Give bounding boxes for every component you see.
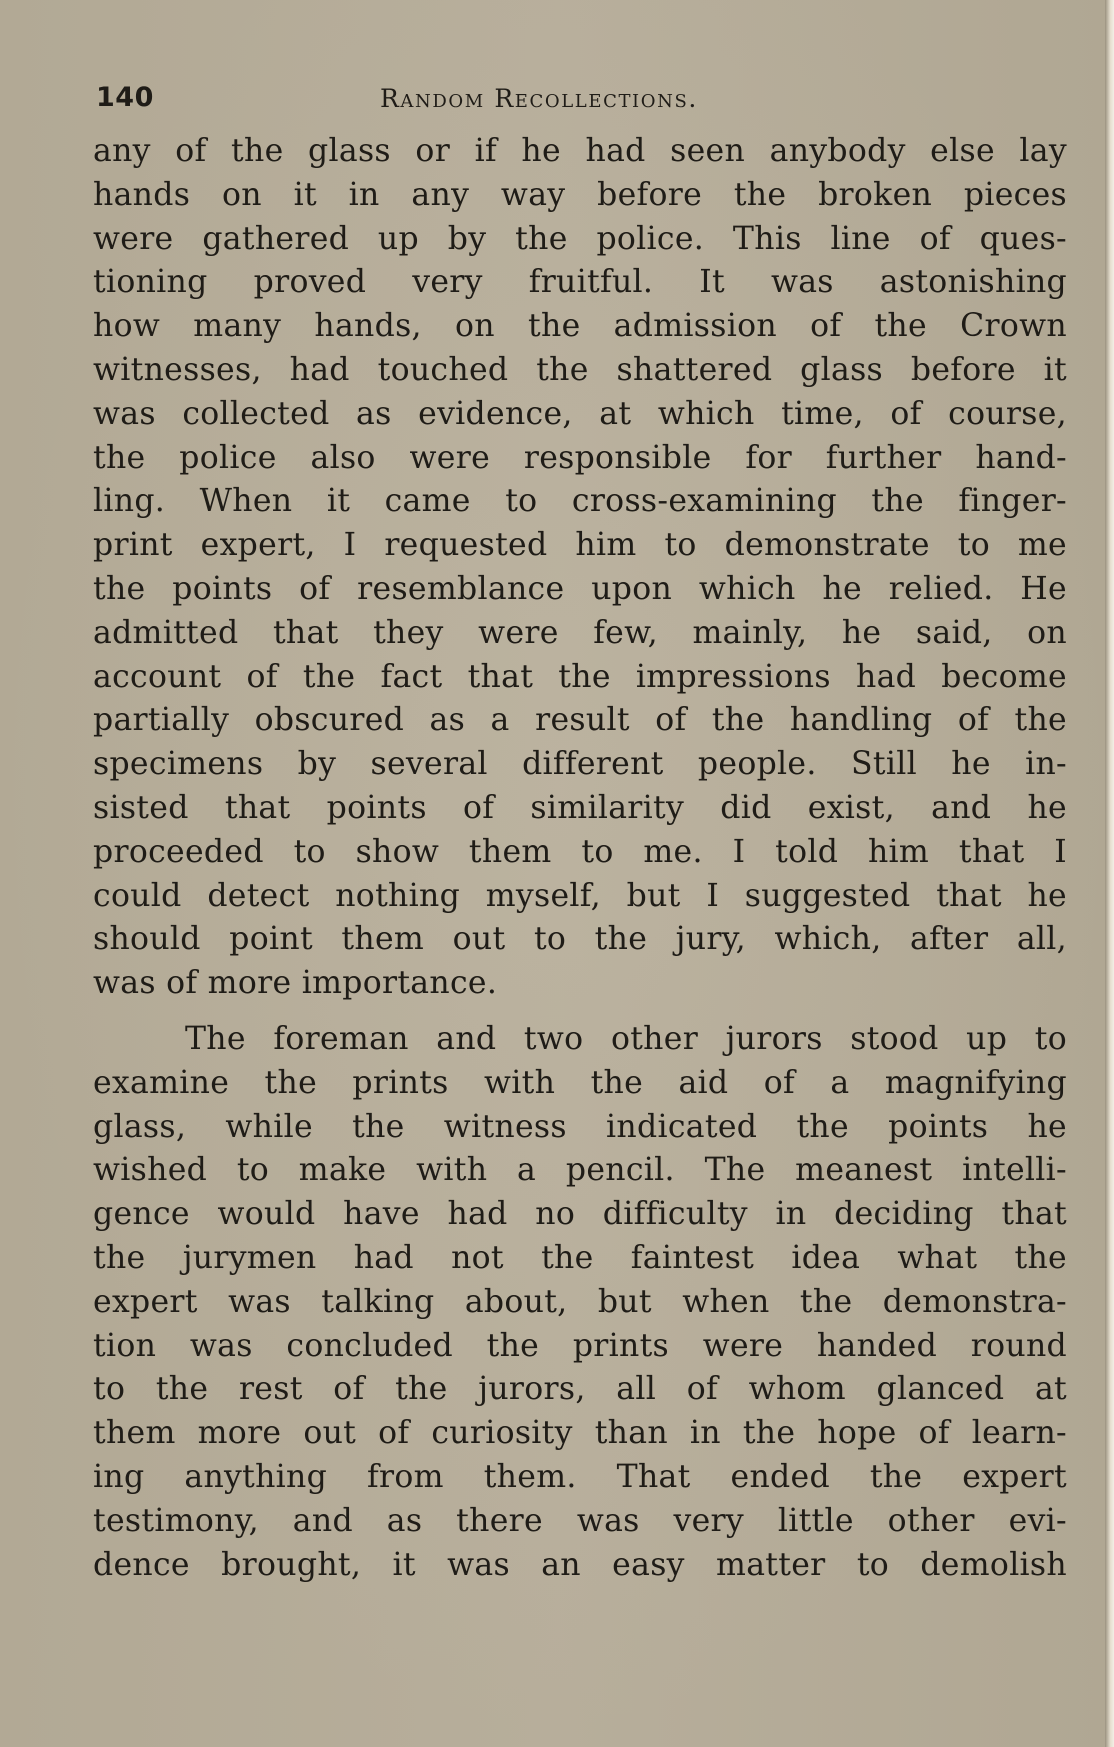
running-header [96, 72, 1060, 122]
text-line: was collected as evidence, at which time, of course, [93, 395, 1067, 432]
text-line: hands on it in any way before the broken pieces [93, 176, 1067, 213]
text-line: wished to make with a pencil. The meanest intelli- [93, 1152, 1067, 1189]
text-line: glass, while the witness indicated the points he [93, 1108, 1067, 1145]
text-line: sisted that points of similarity did exist, and he [93, 789, 1067, 826]
text-line: testimony, and as there was very little other evi- [93, 1502, 1067, 1539]
text-line: The foreman and two other jurors stood up to [185, 1020, 1067, 1057]
text-line: was of more importance. [93, 965, 498, 1002]
page-number: 140 [96, 82, 154, 113]
text-line: the points of resemblance upon which he relied. He [93, 570, 1067, 607]
text-line: partially obscured as a result of the handling of the [93, 702, 1067, 739]
text-line: were gathered up by the police. This line of ques- [93, 220, 1067, 257]
text-line: any of the glass or if he had seen anybody else lay [93, 133, 1067, 169]
text-line: print expert, I requested him to demonstrate to me [93, 527, 1067, 564]
text-line: tion was concluded the prints were handed round [93, 1327, 1067, 1364]
text-line: them more out of curiosity than in the hope of learn- [93, 1415, 1067, 1452]
text-line: gence would have had no difficulty in deciding that [93, 1196, 1067, 1233]
text-line: examine the prints with the aid of a magnifying [93, 1064, 1067, 1101]
page-edge [1105, 0, 1114, 1747]
paragraph-2 [93, 1018, 1067, 1587]
text-line: ling. When it came to cross-examining the finger- [93, 483, 1067, 520]
text-line: ing anything from them. That ended the expert [93, 1458, 1067, 1495]
paragraph-1 [93, 130, 1067, 1006]
text-line: could detect nothing myself, but I suggested that he [93, 877, 1067, 914]
text-line: account of the fact that the impressions had become [93, 658, 1067, 695]
text-line: tioning proved very fruitful. It was astonishing [93, 264, 1067, 301]
text-line: the police also were responsible for further hand- [93, 439, 1067, 476]
text-line: expert was talking about, but when the demonstra- [93, 1283, 1067, 1320]
text-line: dence brought, it was an easy matter to demolish [93, 1546, 1067, 1583]
text-line: specimens by several different people. Still he in- [93, 746, 1067, 783]
running-title: Random Recollections. [380, 84, 698, 113]
text-line: how many hands, on the admission of the Crown [93, 308, 1067, 345]
text-line: to the rest of the jurors, all of whom glanced at [93, 1371, 1067, 1408]
text-line: admitted that they were few, mainly, he said, on [93, 614, 1067, 651]
text-line: the jurymen had not the faintest idea what the [93, 1239, 1067, 1276]
text-line: witnesses, had touched the shattered glass before it [93, 351, 1067, 388]
body-text [93, 130, 1067, 1587]
text-line: proceeded to show them to me. I told him that I [93, 833, 1067, 870]
text-line: should point them out to the jury, which, after all, [93, 921, 1067, 958]
